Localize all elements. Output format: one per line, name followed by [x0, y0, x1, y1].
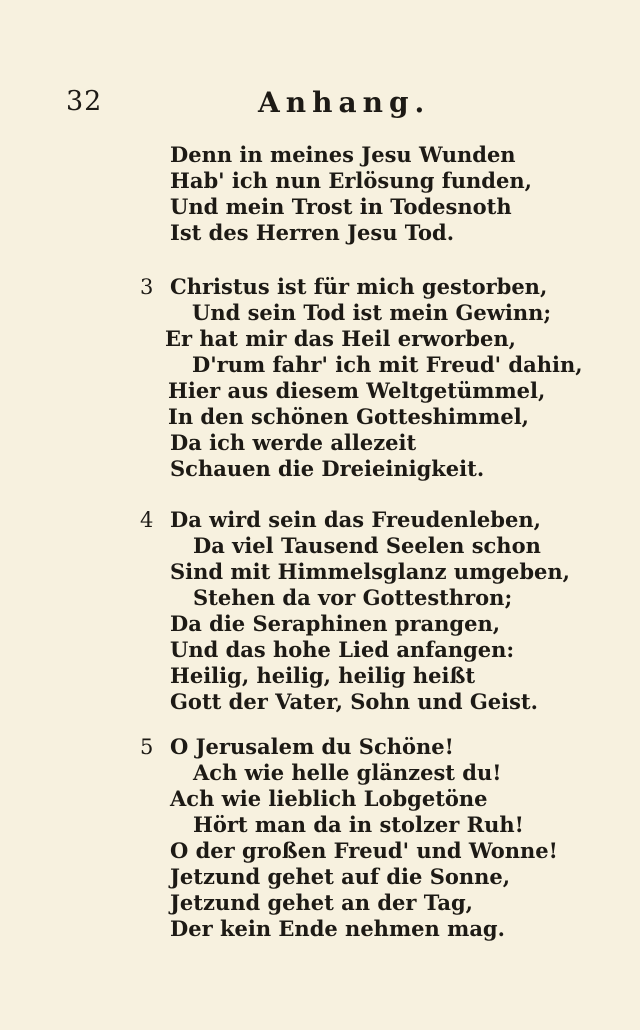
verse-line: Ach wie helle glänzest du!: [193, 760, 502, 785]
verse-line: Jetzund gehet an der Tag,: [170, 890, 473, 915]
verse-line: Er hat mir das Heil erworben,: [165, 326, 516, 351]
verse-line: Da die Seraphinen prangen,: [170, 611, 501, 636]
verse-line: Ist des Herren Jesu Tod.: [170, 220, 455, 245]
verse-line: Da viel Tausend Seelen schon: [193, 533, 541, 558]
verse-line: In den schönen Gotteshimmel,: [168, 404, 529, 429]
verse-line: Hier aus diesem Weltgetümmel,: [168, 378, 546, 403]
verse-line: Und das hohe Lied anfangen:: [170, 637, 515, 662]
verse-line: Sind mit Himmelsglanz umgeben,: [170, 559, 570, 584]
verse-line: Und sein Tod ist mein Gewinn;: [192, 300, 552, 325]
verse-line: Jetzund gehet auf die Sonne,: [170, 864, 511, 889]
verse-line: Da wird sein das Freudenleben,: [170, 507, 541, 532]
stanza-number: 5: [140, 735, 154, 759]
running-head: Anhang.: [258, 86, 431, 119]
verse-line: D'rum fahr' ich mit Freud' dahin,: [192, 352, 583, 377]
verse-line: Hört man da in stolzer Ruh!: [193, 812, 524, 837]
verse-line: Gott der Vater, Sohn und Geist.: [170, 689, 538, 714]
verse-line: Schauen die Dreieinigkeit.: [170, 456, 485, 481]
verse-line: Da ich werde allezeit: [170, 430, 417, 455]
stanza-number: 4: [140, 508, 154, 532]
verse-line: Heilig, heilig, heilig heißt: [170, 663, 476, 688]
verse-line: O der großen Freud' und Wonne!: [170, 838, 558, 863]
verse-line: Ach wie lieblich Lobgetöne: [170, 786, 488, 811]
verse-line: Und mein Trost in Todesnoth: [170, 194, 512, 219]
verse-line: Christus ist für mich gestorben,: [170, 274, 548, 299]
verse-line: Hab' ich nun Erlösung funden,: [170, 168, 532, 193]
verse-line: Der kein Ende nehmen mag.: [170, 916, 505, 941]
stanza-number: 3: [140, 275, 154, 299]
page-number: 32: [66, 86, 103, 117]
verse-line: Denn in meines Jesu Wunden: [170, 142, 516, 167]
verse-line: Stehen da vor Gottesthron;: [193, 585, 513, 610]
verse-line: O Jerusalem du Schöne!: [170, 734, 454, 759]
